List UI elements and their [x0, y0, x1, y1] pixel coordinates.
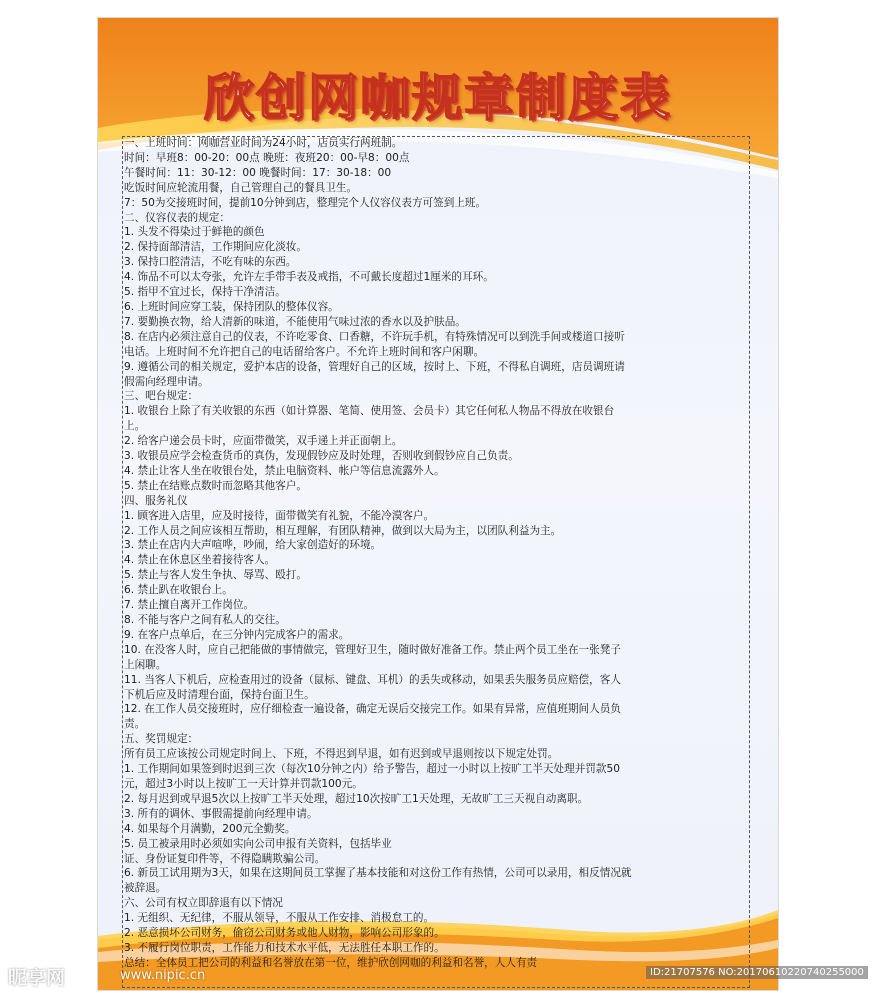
rule-line: 下机后应及时清理台面，保持台面卫生。	[124, 688, 315, 701]
rule-line: 4. 禁止在休息区坐着接待客人。	[124, 554, 276, 567]
rule-line: 被辞退。	[124, 882, 167, 895]
rule-line: 上。	[124, 420, 146, 433]
rule-line: 1. 收银台上除了有关收银的东西（如计算器、笔简、使用签、会员卡）其它任何私人物品不得放在收银台	[124, 405, 615, 418]
rule-line: 证、身份证复印件等，不得隐瞒欺骗公司。	[124, 852, 326, 865]
rule-line: 5. 禁止在结账点数时而忽略其他客户。	[124, 479, 307, 492]
rule-line: 元，超过3小时以上按旷工一天计算并罚款100元。	[124, 777, 363, 790]
rule-line: 五、奖罚规定：	[124, 733, 199, 746]
rule-line: 6. 新员工试用期为3天，如果在这期间员工掌握了基本技能和对这份工作有热情，公司可以录用，相反情况就	[124, 867, 632, 880]
rule-line: 2. 恶意损坏公司财务，偷窃公司财务或他人财物，影响公司形象的。	[124, 927, 445, 940]
rule-line: 4. 如果每个月满勤，200元全勤奖。	[124, 822, 296, 835]
rule-line: 所有员工应该按公司规定时间上、下班，不得迟到早退，如有迟到或早退则按以下规定处罚。	[124, 748, 559, 761]
rule-line: 上闲聊。	[124, 658, 167, 671]
rule-line: 责。	[124, 718, 146, 731]
rule-line: 12. 在工作人员交接班时，应仔细检查一遍设备，确定无误后交接完工作。如果有异常，应值班期间人员负	[124, 703, 621, 716]
watermark-logo: 昵享网	[8, 967, 66, 989]
rule-line: 3. 禁止在店内大声喧哗，吵闹，给大家创造好的环境。	[124, 539, 382, 552]
rule-line: 2. 给客户递会员卡时，应面带微笑，双手递上并正面朝上。	[124, 435, 403, 448]
rules-poster	[98, 18, 778, 990]
rule-line: 5. 指甲不宜过长，保持干净清洁。	[124, 286, 286, 299]
rule-line: 11. 当客人下机后，应检查用过的设备（鼠标、键盘、耳机）的丢失或移动，如果丢失服务员应赔偿，客人	[124, 673, 621, 686]
rule-line: 午餐时间：11：30-12：00 晚餐时间：17：30-18：00	[124, 166, 392, 179]
rule-line: 电话。上班时间不允许把自己的电话留给客户。不允许上班时间和客户闲聊。	[124, 345, 485, 358]
rule-line: 8. 在店内必须注意自己的仪表，不许吃零食、口香糖，不许玩手机，有特殊情况可以到洗手间或楼道口接听	[124, 330, 625, 343]
rule-line: 4. 禁止让客人坐在收银台处，禁止电脑资料、帐户等信息流露外人。	[124, 464, 445, 477]
rule-line: 4. 饰品不可以太夸张，允许左手带手表及戒指，不可戴长度超过1厘米的耳环。	[124, 271, 494, 284]
rule-line: 时间：早班8：00-20：00点 晚班：夜班20：00-早8：00点	[124, 151, 410, 164]
rule-line: 2. 保持面部清洁，工作期间应化淡妆。	[124, 241, 307, 254]
rule-line: 1. 工作期间如果签到时迟到三次（每次10分钟之内）给予警告，超过一小时以上按旷工半天处理并罚款50	[124, 763, 620, 776]
rule-line: 7. 禁止擅自离开工作岗位。	[124, 599, 255, 612]
rule-line: 六、公司有权立即辞退有以下情况	[124, 897, 283, 910]
rule-line: 5. 员工被录用时必须如实向公司申报有关资料，包括毕业	[124, 837, 392, 850]
rule-line: 6. 禁止趴在收银台上。	[124, 584, 233, 597]
rule-line: 1. 顾客进入店里，应及时接待，面带微笑有礼貌，不能冷漠客户。	[124, 509, 435, 522]
rule-line: 3. 不履行岗位职责，工作能力和技术水平低，无法胜任本职工作的。	[124, 941, 445, 954]
rule-line: 总结：全体员工把公司的利益和名誉放在第一位，维护欣创网咖的利益和名誉，人人有责	[124, 956, 538, 969]
rule-line: 二、仪容仪表的规定：	[124, 211, 230, 224]
rule-line: 8. 不能与客户之间有私人的交往。	[124, 614, 286, 626]
rule-line: 吃饭时间应轮流用餐，自己管理自己的餐具卫生。	[124, 181, 358, 194]
rule-line: 一、上班时间：网咖营业时间为24小时，店员实行两班制。	[124, 137, 403, 149]
rule-line: 1. 头发不得染过于鲜艳的颜色	[124, 226, 265, 239]
rules-text	[124, 136, 750, 971]
rule-line: 2. 每月迟到或早退5次以上按旷工半天处理，超过10次按旷工1天处理，无故旷工三天视自动离职。	[124, 792, 589, 805]
rule-line: 四、服务礼仪	[124, 494, 188, 507]
rule-line: 假需向经理申请。	[124, 375, 209, 388]
rule-line: 6. 上班时间应穿工装，保持团队的整体仪容。	[124, 300, 339, 313]
watermark-id: ID:21707576 NO:20170610220740255000	[646, 966, 868, 979]
rule-line: 5. 禁止与客人发生争执、辱骂、殴打。	[124, 569, 307, 582]
rule-line: 1. 无组织、无纪律，不服从领导，不服从工作安排、消极怠工的。	[124, 912, 435, 925]
poster-title: 欣创网咖规章制度表	[204, 68, 672, 127]
rule-line: 10. 在没客人时，应自己把能做的事情做完，管理好卫生，随时做好准备工作。禁止两个员工坐在一张凳子	[124, 643, 621, 656]
rule-line: 9. 在客户点单后，在三分钟内完成客户的需求。	[124, 628, 350, 641]
watermark-url: www.nipic.cn	[120, 968, 206, 983]
rule-line: 3. 保持口腔清洁，不吃有味的东西。	[124, 256, 297, 269]
rule-line: 三、吧台规定：	[124, 390, 199, 403]
rule-line: 7. 要勤换衣物，给人清新的味道，不能使用气味过浓的香水以及护肤品。	[124, 315, 466, 328]
rule-line: 2. 工作人员之间应该相互帮助，相互理解，有团队精神，做到以大局为主，以团队利益为主。	[124, 524, 562, 537]
rule-line: 3. 收银员应学会检查货币的真伪，发现假钞应及时处理，否则收到假钞应自己负责。	[124, 450, 519, 463]
rule-line: 9. 遵循公司的相关规定，爱护本店的设备，管理好自己的区域，按时上、下班，不得私自调班，店员调班请	[124, 360, 625, 373]
rule-line: 7：50为交接班时间，提前10分钟到店，整理完个人仪容仪表方可签到上班。	[124, 196, 487, 209]
rule-line: 3. 所有的调休、事假需提前向经理申请。	[124, 807, 318, 820]
